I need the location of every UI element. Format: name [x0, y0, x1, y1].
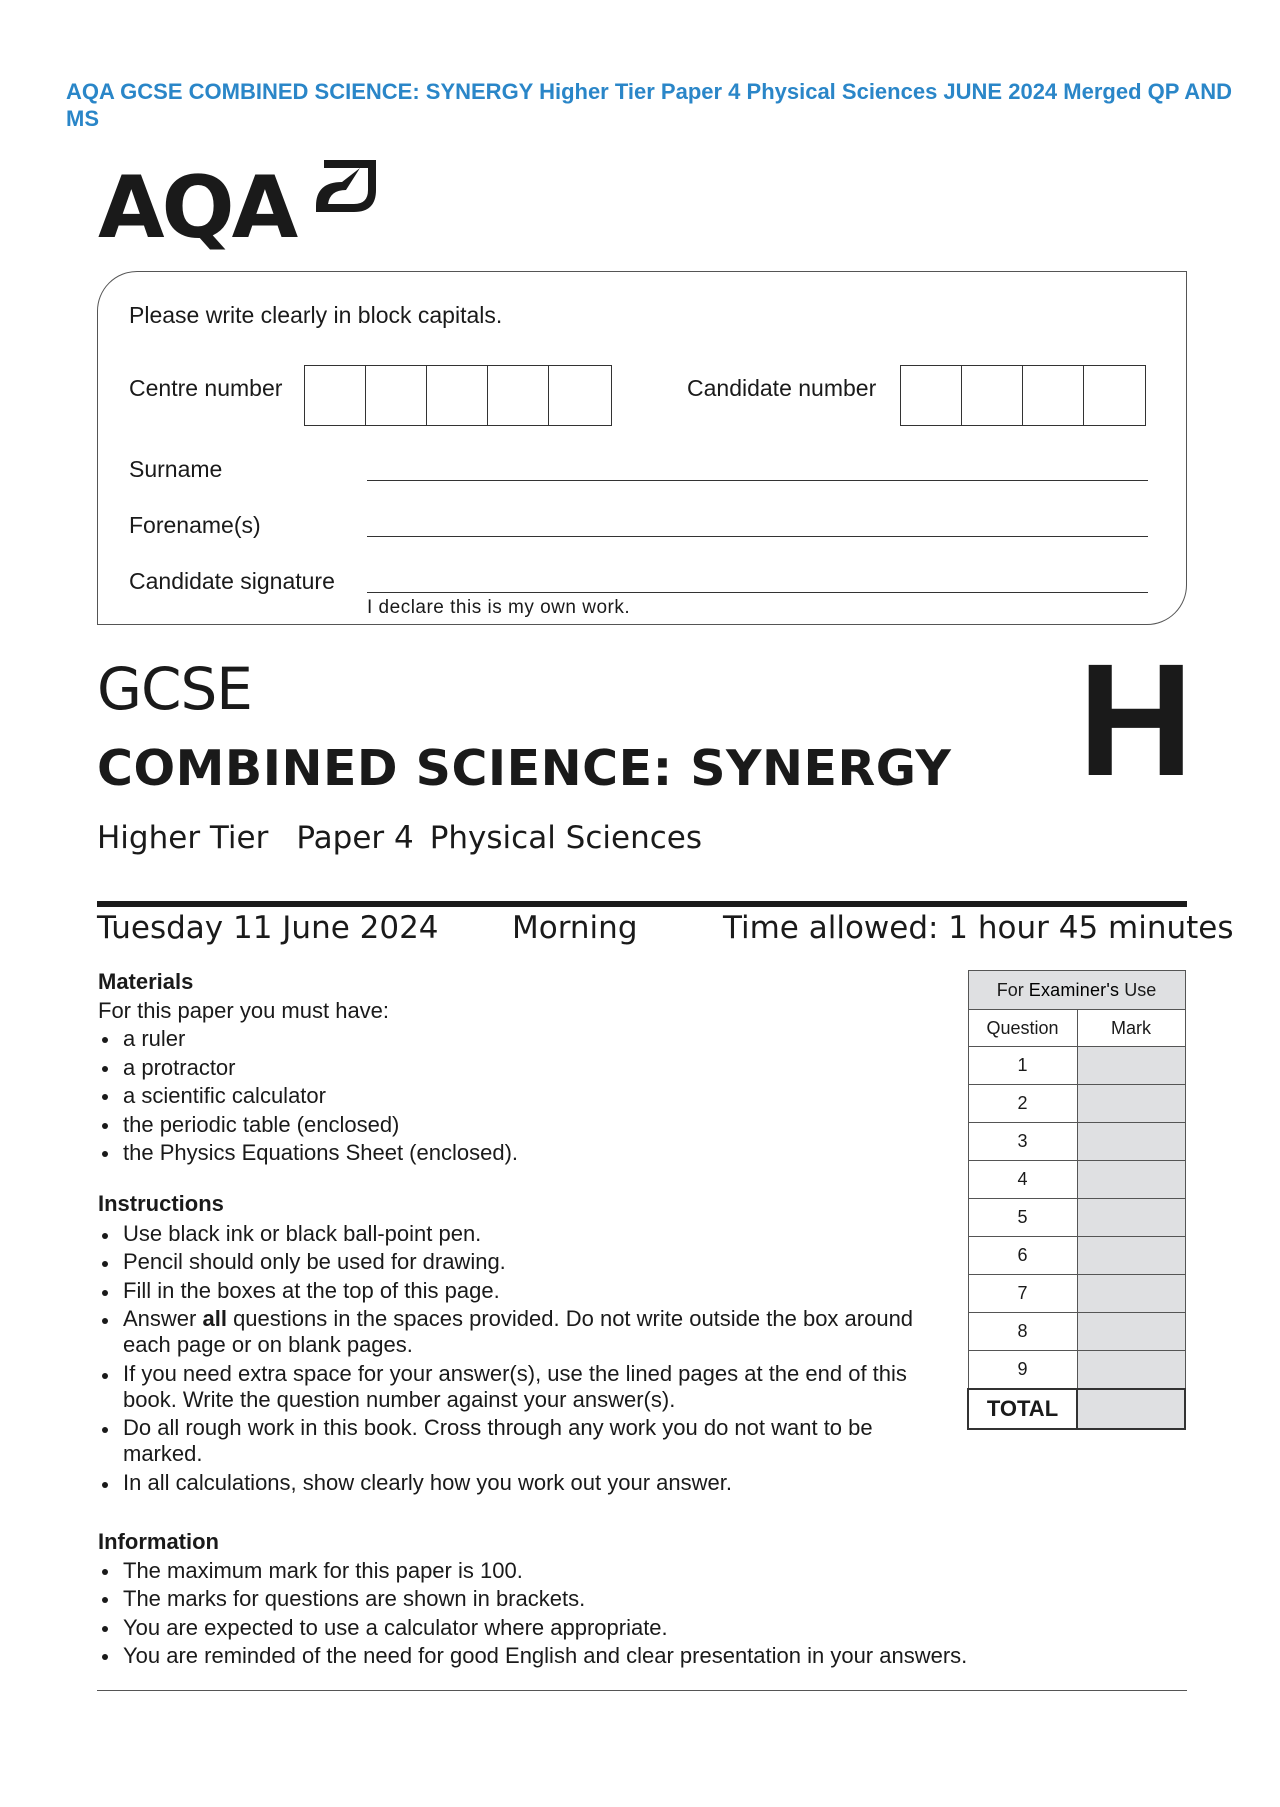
forenames-label: Forename(s): [129, 512, 261, 538]
instruction-item: Fill in the boxes at the top of this page.: [98, 1278, 938, 1304]
question-row: [968, 1275, 1185, 1313]
question-row: [968, 1123, 1185, 1161]
signature-line[interactable]: [367, 592, 1148, 593]
materials-item: a scientific calculator: [98, 1082, 518, 1111]
instruction-item: [98, 1306, 938, 1358]
mark-column-header: Mark: [1077, 1010, 1185, 1047]
centre-digit-box[interactable]: [366, 366, 427, 425]
information-section: [98, 1528, 967, 1671]
paper-details: [97, 820, 730, 856]
paper-number: Paper 4: [296, 820, 414, 856]
instruction-item: Pencil should only be used for drawing.: [98, 1249, 938, 1275]
question-mark-cell: [1077, 1313, 1185, 1351]
examiners-use-table: [967, 970, 1186, 1430]
question-row: [968, 1199, 1185, 1237]
centre-digit-box[interactable]: [549, 366, 610, 425]
question-mark-cell: [1077, 1275, 1185, 1313]
question-mark-cell: [1077, 1161, 1185, 1199]
question-number: 9: [968, 1351, 1077, 1390]
instructions-section: [98, 1190, 938, 1498]
materials-item: the periodic table (enclosed): [98, 1111, 518, 1140]
information-heading: Information: [98, 1529, 219, 1554]
materials-list: [98, 1025, 518, 1168]
question-number: 7: [968, 1275, 1077, 1313]
qualification-level: GCSE: [97, 655, 252, 723]
question-number: 4: [968, 1161, 1077, 1199]
signature-label: Candidate signature: [129, 568, 335, 594]
centre-digit-box[interactable]: [427, 366, 488, 425]
tier-name: Higher Tier: [97, 820, 269, 856]
question-number: 3: [968, 1123, 1077, 1161]
question-mark-cell: [1077, 1351, 1185, 1390]
information-list: [98, 1557, 967, 1671]
exam-session: Morning: [512, 910, 638, 946]
information-item: The marks for questions are shown in brackets.: [98, 1585, 967, 1614]
document-title: AQA GCSE COMBINED SCIENCE: SYNERGY Higher Tier Paper 4 Physical Sciences JUNE 2024 Merged QP AND MS: [66, 79, 1232, 131]
instruction-item: In all calculations, show clearly how you work out your answer.: [98, 1470, 938, 1496]
centre-digit-box[interactable]: [305, 366, 366, 425]
question-row: [968, 1161, 1185, 1199]
candidate-number-label: Candidate number: [687, 375, 877, 401]
question-number: 6: [968, 1237, 1077, 1275]
total-label: TOTAL: [968, 1389, 1077, 1429]
aqa-leaf-icon: [316, 160, 376, 220]
question-row: [968, 1237, 1185, 1275]
forenames-line[interactable]: [367, 536, 1148, 537]
question-row: [968, 1085, 1185, 1123]
question-mark-cell: [1077, 1199, 1185, 1237]
candidate-details-box: [97, 271, 1187, 625]
candidate-digit-box[interactable]: [1084, 366, 1145, 425]
question-mark-cell: [1077, 1237, 1185, 1275]
instruction-item: If you need extra space for your answer(s), use the lined pages at the end of this book. Write the question number against your answer(s).: [98, 1361, 938, 1413]
question-mark-cell: [1077, 1047, 1185, 1085]
question-mark-cell: [1077, 1085, 1185, 1123]
question-number: 8: [968, 1313, 1077, 1351]
subject-title: COMBINED SCIENCE: SYNERGY: [97, 740, 952, 797]
instructions-heading: Instructions: [98, 1191, 224, 1216]
time-allowed: Time allowed: 1 hour 45 minutes: [723, 910, 1234, 946]
question-row: [968, 1351, 1185, 1390]
tier-letter: H: [1078, 630, 1194, 809]
question-mark-cell: [1077, 1123, 1185, 1161]
centre-digit-box[interactable]: [488, 366, 549, 425]
materials-item: the Physics Equations Sheet (enclosed).: [98, 1139, 518, 1168]
footer-rule: [97, 1690, 1187, 1691]
information-item: You are reminded of the need for good English and clear presentation in your answers.: [98, 1642, 967, 1671]
exam-date: Tuesday 11 June 2024: [97, 910, 439, 946]
question-number: 2: [968, 1085, 1077, 1123]
aqa-logo: [98, 158, 388, 258]
surname-line[interactable]: [367, 480, 1148, 481]
question-row: [968, 1313, 1185, 1351]
candidate-number-boxes[interactable]: [900, 365, 1146, 426]
candidate-digit-box[interactable]: [901, 366, 962, 425]
materials-intro: For this paper you must have:: [98, 997, 390, 1023]
question-column-header: Question: [968, 1010, 1077, 1047]
centre-number-boxes[interactable]: [304, 365, 612, 426]
centre-number-label: Centre number: [129, 375, 283, 401]
header-rule: [97, 901, 1187, 907]
aqa-logo-text: AQA: [98, 158, 296, 258]
information-item: The maximum mark for this paper is 100.: [98, 1557, 967, 1586]
examiners-use-title: For Examiner's Use: [968, 971, 1185, 1010]
instruction-item: Do all rough work in this book. Cross through any work you do not want to be marked.: [98, 1415, 938, 1467]
materials-heading: Materials: [98, 969, 194, 994]
question-number: 1: [968, 1047, 1077, 1085]
instruction-answer-all: Answer all questions in the spaces provided. Do not write outside the box around each page or on blank pages.: [123, 1306, 914, 1357]
question-number: 5: [968, 1199, 1077, 1237]
materials-section: [98, 968, 518, 1168]
materials-item: a protractor: [98, 1054, 518, 1083]
surname-label: Surname: [129, 456, 223, 482]
candidate-digit-box[interactable]: [962, 366, 1023, 425]
candidate-digit-box[interactable]: [1023, 366, 1084, 425]
declaration-text: I declare this is my own work.: [367, 597, 631, 618]
instructions-list: [98, 1221, 938, 1496]
block-capitals-instruction: Please write clearly in block capitals.: [129, 302, 503, 328]
total-mark-cell: [1077, 1389, 1185, 1429]
instruction-item: Use black ink or black ball-point pen.: [98, 1221, 938, 1247]
materials-item: a ruler: [98, 1025, 518, 1054]
paper-title: Physical Sciences: [429, 820, 702, 856]
information-item: You are expected to use a calculator where appropriate.: [98, 1614, 967, 1643]
question-row: [968, 1047, 1185, 1085]
